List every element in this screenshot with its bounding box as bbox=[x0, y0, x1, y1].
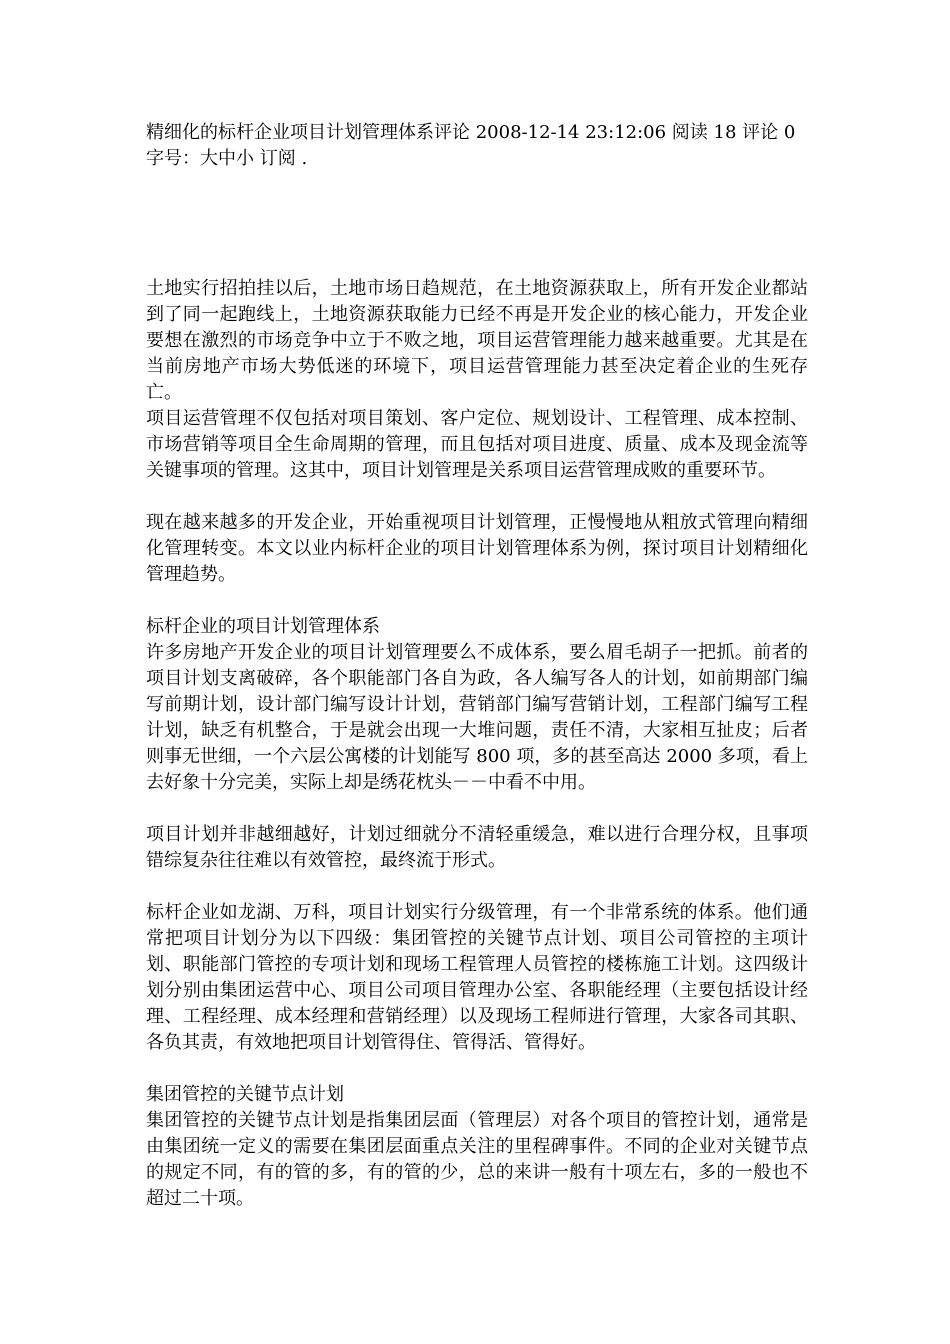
paragraph-problems: 许多房地产开发企业的项目计划管理要么不成体系，要么眉毛胡子一把抓。前者的项目计划支离破碎，各个职能部门各自为政，各人编写各人的计划，如前期部门编写前期计划，设计部门编写设计计划，营销部门编写营销计划，工程部门编写工程计划，缺乏有机整合，于是就会出现一大堆问题，责任不清，大家相互扯皮；后者则事无世细，一个六层公寓楼的计划能写 800 项，多的甚至高达 2000 多项，看上去好象十分完美，实际上却是绣花枕头－－中看不中用。 bbox=[146, 642, 808, 793]
article-header: 精细化的标杆企业项目计划管理体系评论 2008-12-14 23:12:06 阅读 18 评论 0 字号：大中小 订阅 . bbox=[146, 122, 796, 169]
paragraph-operations: 项目运营管理不仅包括对项目策划、客户定位、规划设计、工程管理、成本控制、市场营销等项目全生命周期的管理，而且包括对项目进度、质量、成本及现金流等关键事项的管理。这其中，项目计划管理是关系项目运营管理成败的重要环节。 bbox=[146, 408, 808, 481]
spacer bbox=[146, 1056, 808, 1082]
section-heading-system: 标杆企业的项目计划管理体系 bbox=[146, 616, 380, 637]
section-heading-key-nodes: 集团管控的关键节点计划 bbox=[146, 1084, 344, 1105]
spacer bbox=[146, 796, 808, 822]
document-page bbox=[146, 120, 808, 1212]
paragraph-key-nodes: 集团管控的关键节点计划是指集团层面（管理层）对各个项目的管控计划，通常是由集团统一定义的需要在集团层面重点关注的里程碑事件。不同的企业对关键节点的规定不同，有的管的多，有的管的少，总的来讲一般有十项左右，多的一般也不超过二十项。 bbox=[146, 1110, 808, 1209]
spacer bbox=[146, 588, 808, 614]
paragraph-trend: 现在越来越多的开发企业，开始重视项目计划管理，正慢慢地从粗放式管理向精细化管理转变。本文以业内标杆企业的项目计划管理体系为例，探讨项目计划精细化管理趋势。 bbox=[146, 512, 808, 585]
paragraph-intro: 土地实行招拍挂以后，土地市场日趋规范，在土地资源获取上，所有开发企业都站到了同一起跑线上，土地资源获取能力已经不再是开发企业的核心能力，开发企业要想在激烈的市场竞争中立于不败之地，项目运营管理能力越来越重要。尤其是在当前房地产市场大势低迷的环境下，项目运营管理能力甚至决定着企业的生死存亡。 bbox=[146, 278, 808, 403]
spacer bbox=[146, 874, 808, 900]
spacer bbox=[146, 172, 808, 276]
paragraph-levels: 标杆企业如龙湖、万科，项目计划实行分级管理，有一个非常系统的体系。他们通常把项目计划分为以下四级：集团管控的关键节点计划、项目公司管控的主项计划、职能部门管控的专项计划和现场工程管理人员管控的楼栋施工计划。这四级计划分别由集团运营中心、项目公司项目管理办公室、各职能经理（主要包括设计经理、工程经理、成本经理和营销经理）以及现场工程师进行管理，大家各司其职、各负其责，有效地把项目计划管得住、管得活、管得好。 bbox=[146, 902, 808, 1053]
paragraph-detail: 项目计划并非越细越好，计划过细就分不清轻重缓急，难以进行合理分权，且事项错综复杂往往难以有效管控，最终流于形式。 bbox=[146, 824, 808, 871]
spacer bbox=[146, 484, 808, 510]
